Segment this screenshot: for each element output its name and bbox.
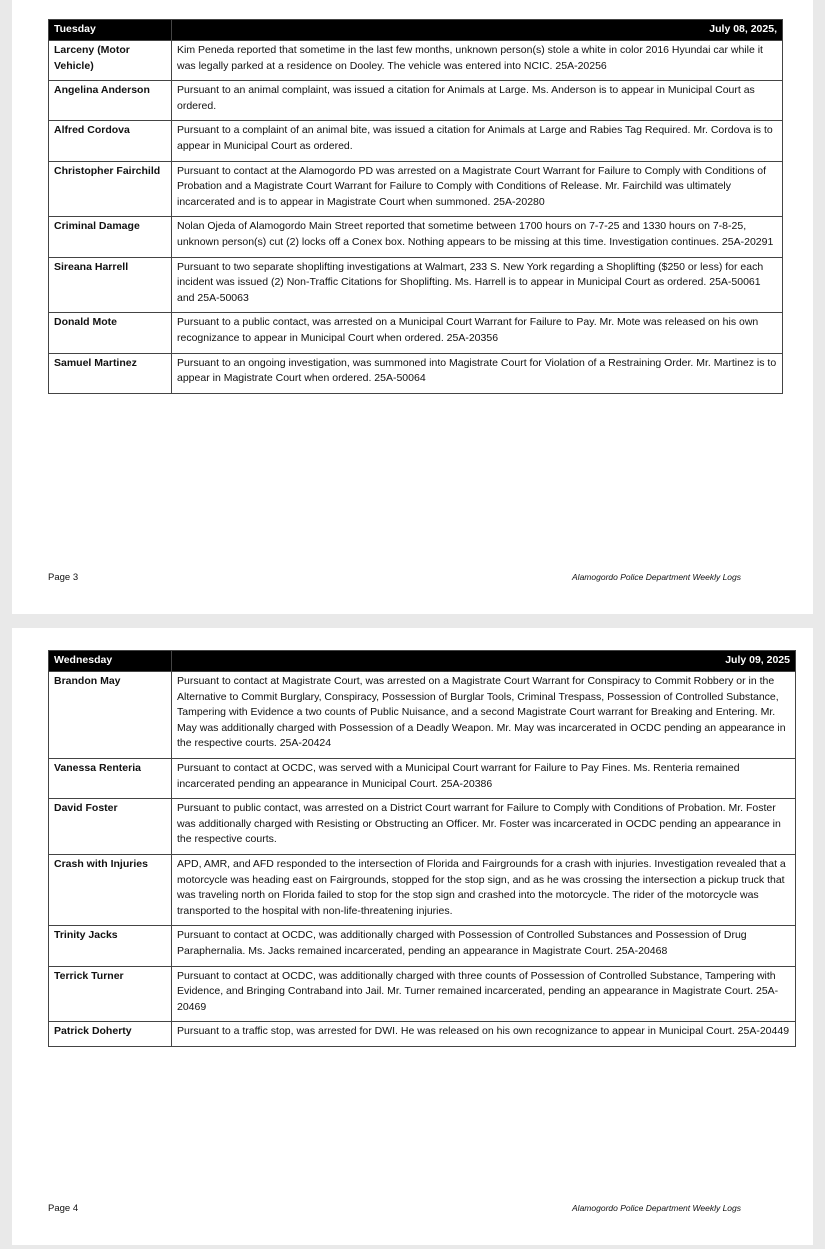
log-header-row [49,20,783,41]
entry-text: Pursuant to contact at OCDC, was additionally charged with three counts of Possession of Controlled Substance, Tampering with Evidence, and Bringing Contraband into Jail. Mr. Turner remained incarcerated, pending an appearance in Magistrate Court. 25A-20469 [172,966,796,1022]
page-4 [12,628,813,1245]
log-entry-row [49,313,783,353]
entry-text: Pursuant to a traffic stop, was arrested for DWI. He was released on his own recognizance to appear in Municipal Court. 25A-20449 [172,1022,796,1047]
entry-name: Vanessa Renteria [49,758,172,798]
log-entry-row [49,966,796,1022]
entry-text: Pursuant to contact at OCDC, was served with a Municipal Court warrant for Failure to Pay Fines. Ms. Renteria remained incarcerated pending an appearance in Municipal Court. 25A-20386 [172,758,796,798]
footer-title: Alamogordo Police Department Weekly Logs [572,1203,741,1213]
entry-text: Pursuant to an ongoing investigation, was summoned into Magistrate Court for Violation of a Restraining Order. Mr. Martinez is to appear in Magistrate Court when ordered. 25A-50064 [172,353,783,393]
day-label: Wednesday [49,651,172,672]
day-label: Tuesday [49,20,172,41]
entry-name: Trinity Jacks [49,926,172,966]
log-entry-row [49,217,783,257]
entry-text: Pursuant to an animal complaint, was issued a citation for Animals at Large. Ms. Anderson is to appear in Municipal Court as ordered. [172,81,783,121]
entry-name: Alfred Cordova [49,121,172,161]
page-number: Page 4 [48,1203,79,1214]
entry-text: Pursuant to contact at OCDC, was additionally charged with Possession of Controlled Substances and Possession of Drug Paraphernalia. Ms. Jacks remained incarcerated, pending an appearance in Magistrate Court. 25A-20468 [172,926,796,966]
entry-text: Pursuant to a complaint of an animal bite, was issued a citation for Animals at Large and Rabies Tag Required. Mr. Cordova is to appear in Municipal Court as ordered. [172,121,783,161]
log-entry-row [49,257,783,313]
entry-text: Pursuant to public contact, was arrested on a District Court warrant for Failure to Comply with Conditions of Probation. Mr. Foster was additionally charged with Resisting or Obstructing an Officer. Mr. Foster was incarcerated in OCDC pending an appearance in the respective courts. [172,799,796,855]
entry-text: APD, AMR, and AFD responded to the intersection of Florida and Fairgrounds for a crash with injuries. Investigation revealed that a motorcycle was heading east on Fairgrounds, stopped for the stop sign, and as he was crossing the intersection a pickup truck that was traveling north on Florida failed to stop for the stop sign and crashed into the motorcycle. The rider of the motorcycle was transported to the hospital with non-life-threatening injuries. [172,854,796,925]
entry-name: Christopher Fairchild [49,161,172,217]
log-entry-row [49,81,783,121]
log-entry-row [49,926,796,966]
log-entry-row [49,854,796,925]
page-3 [12,0,813,614]
log-entry-row [49,1022,796,1047]
log-entry-row [49,353,783,393]
entry-name: Terrick Turner [49,966,172,1022]
entry-name: Donald Mote [49,313,172,353]
log-entry-row [49,121,783,161]
entry-name: Brandon May [49,672,172,759]
footer-title: Alamogordo Police Department Weekly Logs [572,572,741,582]
entry-text: Pursuant to contact at Magistrate Court, was arrested on a Magistrate Court Warrant for Conspiracy to Commit Robbery or in the Alternative to Commit Burglary, Conspiracy, Possession of Burglar Tools, Criminal Trespass, Possession of Controlled Substance, Tampering with Evidence a two counts of Public Nuisance, and a second Magistrate Court warrant for Breaking and Entering. Mr. May was additionally charged with Possession of a Deadly Weapon. Mr. May was incarcerated in OCDC pending an appearance in the respective courts. 25A-20424 [172,672,796,759]
log-entry-row [49,799,796,855]
date-label: July 09, 2025 [172,651,796,672]
page-number: Page 3 [48,572,79,583]
log-header-row [49,651,796,672]
log-entry-row [49,41,783,81]
entry-text: Pursuant to a public contact, was arrested on a Municipal Court Warrant for Failure to Pay. Mr. Mote was released on his own recognizance to appear in Municipal Court when ordered. 25A-20356 [172,313,783,353]
entry-name: Angelina Anderson [49,81,172,121]
entry-name: Crash with Injuries [49,854,172,925]
entry-name: Sireana Harrell [49,257,172,313]
log-entry-row [49,672,796,759]
log-entry-row [49,758,796,798]
entry-text: Nolan Ojeda of Alamogordo Main Street reported that sometime between 1700 hours on 7-7-25 and 1330 hours on 7-8-25, unknown person(s) cut (2) locks off a Conex box. Nothing appears to be missing at this time. Investigation continues. 25A-20291 [172,217,783,257]
log-entry-row [49,161,783,217]
entry-text: Kim Peneda reported that sometime in the last few months, unknown person(s) stole a white in color 2016 Hyundai car while it was legally parked at a residence on Dooley. The vehicle was entered into NCIC. 25A-20256 [172,41,783,81]
daily-log-table-wednesday [48,650,796,1047]
entry-name: David Foster [49,799,172,855]
entry-name: Criminal Damage [49,217,172,257]
date-label: July 08, 2025, [172,20,783,41]
entry-name: Larceny (Motor Vehicle) [49,41,172,81]
entry-name: Samuel Martinez [49,353,172,393]
daily-log-table-tuesday [48,19,783,394]
entry-name: Patrick Doherty [49,1022,172,1047]
entry-text: Pursuant to two separate shoplifting investigations at Walmart, 233 S. New York regarding a Shoplifting ($250 or less) for each incident was issued (2) Non-Traffic Citations for Shoplifting. Ms. Harrell is to appear in Municipal Court as ordered. 25A-50061 and 25A-50063 [172,257,783,313]
entry-text: Pursuant to contact at the Alamogordo PD was arrested on a Magistrate Court Warrant for Failure to Comply with Conditions of Probation and a Magistrate Court Warrant for Failure to Comply with Conditions of Release. Mr. Fairchild was ultimately incarcerated and is to appear in Magistrate Court when summoned. 25A-20280 [172,161,783,217]
